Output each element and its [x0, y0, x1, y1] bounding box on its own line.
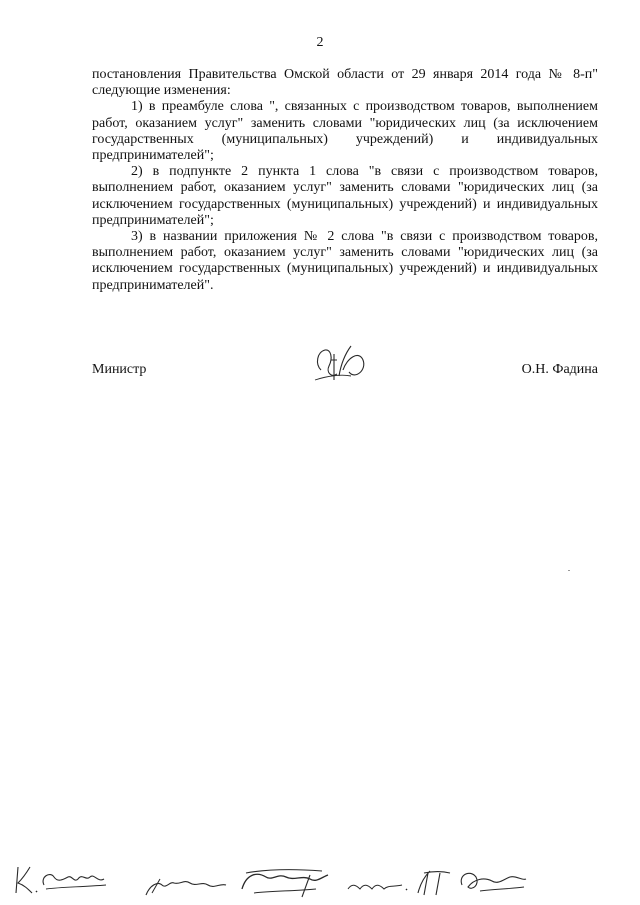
approval-initials [10, 855, 530, 900]
signer-title: Министр [92, 362, 147, 377]
paragraph-item-3: 3) в названии приложения № 2 слова "в связи с производством товаров, выполнением работ, оказанием услуг" заменить словами "юридических лиц (за исключением государственных (муниципальных) учреждений) и индивидуальных предпринимателей". [92, 229, 598, 293]
scan-speck [568, 570, 570, 571]
paragraph-item-2: 2) в подпункте 2 пункта 1 слова "в связи с производством товаров, выполнением работ, оказанием услуг" заменить словами "юридических лиц (за исключением государственных (муниципальных) учреждений) и индивидуальных предпринимателей"; [92, 164, 598, 228]
paragraph-intro: постановления Правительства Омской области от 29 января 2014 года № 8-п" следующие изменения: [92, 67, 598, 99]
page-number: 2 [316, 35, 324, 50]
paragraph-item-1: 1) в преамбуле слова ", связанных с производством товаров, выполнением работ, оказанием услуг" заменить словами "юридических лиц (за исключением государственных (муниципальных) учреждений) и индивидуальных предпринимателей"; [92, 99, 598, 164]
signer-name: О.Н. Фадина [521, 362, 598, 377]
handwritten-signature [307, 340, 377, 392]
document-body [92, 67, 598, 294]
signature-block [92, 362, 598, 382]
